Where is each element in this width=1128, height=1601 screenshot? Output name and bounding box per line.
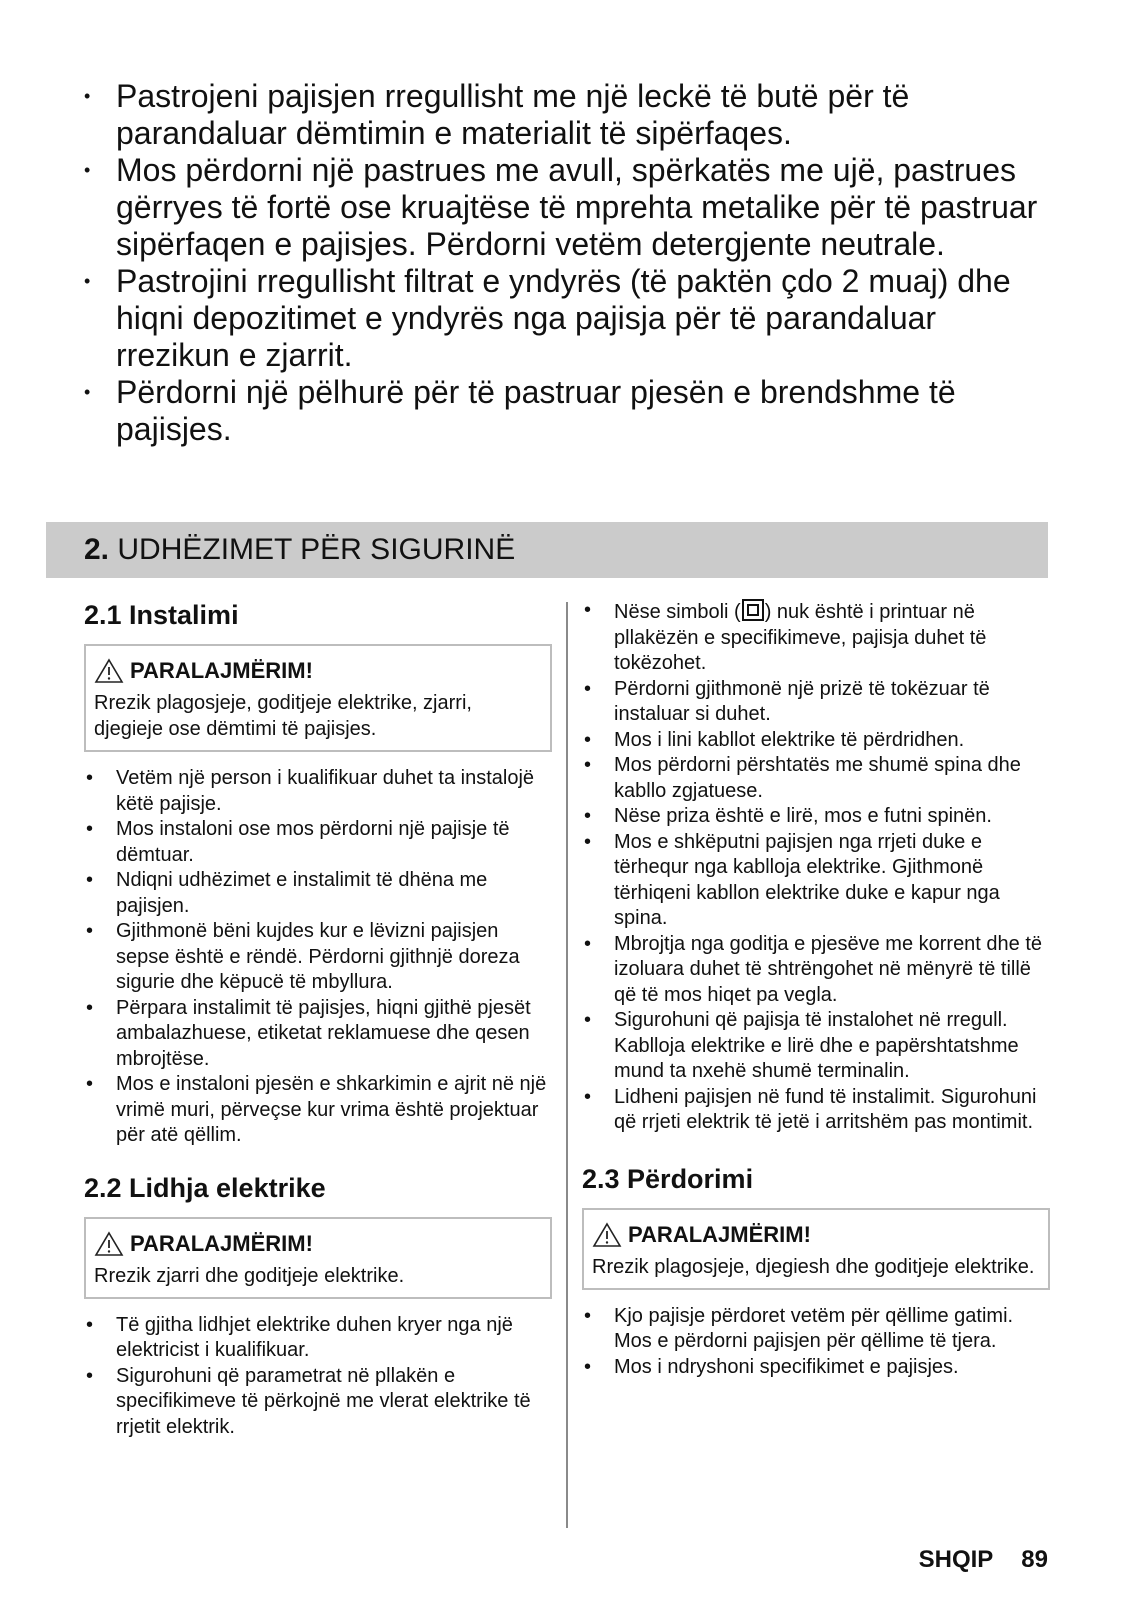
warning-title: PARALAJMËRIM!	[628, 1221, 811, 1247]
intro-bullet: • Pastrojini rregullisht filtrat e yndyrës (të paktën çdo 2 muaj) dhe hiqni depozitimet e yndyrës nga pajisja për të parandaluar rrezikun e zjarrit.	[82, 263, 1042, 374]
warning-title: PARALAJMËRIM!	[130, 658, 313, 683]
right-column	[582, 598, 1052, 1380]
list-item: • Përpara instalimit të pajisjes, hiqni gjithë pjesët ambalazhuese, etiketat reklamuese dhe qesen mbrojtëse.	[84, 996, 554, 1073]
section-title: UDHËZIMET PËR SIGURINË	[117, 533, 516, 566]
intro-bullet-list	[82, 78, 1042, 448]
section-heading-bar	[46, 522, 1048, 578]
section-number: 2.	[84, 533, 110, 566]
installation-warning-box	[84, 644, 552, 752]
list-item: • Gjithmonë bëni kujdes kur e lëvizni pajisjen sepse është e rëndë. Përdorni gjithnjë doreza sigurie dhe këpucë të mbyllura.	[84, 919, 554, 996]
warning-text: Rrezik plagosjeje, goditjeje elektrike, zjarri, djegieje ose dëmtimi të pajisjes.	[94, 692, 472, 740]
warning-triangle-icon	[94, 658, 124, 684]
symbol-item-text-before: Nëse simboli (	[614, 601, 741, 623]
electrical-list	[84, 1313, 554, 1441]
list-item: • Të gjitha lidhjet elektrike duhen kryer nga një elektricist i kualifikuar.	[84, 1313, 554, 1364]
left-column	[84, 598, 554, 1440]
list-item: • Mos e shkëputni pajisjen nga rrjeti duke e tërhequr nga kablloja elektrike. Gjithmonë tërhiqeni kabllon elektrike duke e kapur nga spina.	[582, 830, 1052, 932]
page-footer	[919, 1546, 1048, 1574]
warning-title-row	[94, 656, 542, 686]
list-item: • Mbrojtja nga goditja e pjesëve me korrent dhe të izoluara duhet të shtrëngohet në mënyrë të tillë që të mos hiqet pa vegla.	[582, 932, 1052, 1009]
usage-warning-box	[582, 1208, 1050, 1290]
warning-triangle-icon	[94, 1231, 124, 1257]
page-number: 89	[1021, 1546, 1048, 1573]
warning-triangle-icon	[592, 1222, 622, 1248]
footer-language: SHQIP	[918, 1546, 994, 1573]
intro-bullet: • Mos përdorni një pastrues me avull, spërkatës me ujë, pastrues gërryes të fortë ose kruajtëse të mprehta metalike për të pastruar sipërfaqen e pajisjes. Përdorni vetëm detergjente neutrale.	[82, 152, 1042, 263]
usage-heading: 2.3 Përdorimi	[582, 1163, 754, 1194]
list-item: • Mos e instaloni pjesën e shkarkimin e ajrit në një vrimë muri, përveçse kur vrima është projektuar për atë qëllim.	[84, 1072, 554, 1149]
list-item: • Lidheni pajisjen në fund të instalimit. Sigurohuni që rrjeti elektrik të jetë i arritshëm pas montimit.	[582, 1085, 1052, 1136]
warning-title-row	[592, 1220, 1040, 1250]
warning-text: Rrezik plagosjeje, djegiesh dhe goditjeje elektrike.	[592, 1255, 1035, 1278]
list-item	[582, 598, 1052, 677]
column-divider	[566, 602, 568, 1528]
warning-title: PARALAJMËRIM!	[130, 1230, 313, 1256]
list-item: • Mos i lini kabllot elektrike të përdridhen.	[582, 728, 1052, 754]
intro-bullet: • Pastrojeni pajisjen rregullisht me një leckë të butë për të parandaluar dëmtimin e materialit të sipërfaqes.	[82, 78, 1042, 152]
installation-list	[84, 766, 554, 1149]
list-item: • Nëse priza është e lirë, mos e futni spinën.	[582, 804, 1052, 830]
list-item: • Mos i ndryshoni specifikimet e pajisjes.	[582, 1355, 1052, 1381]
electrical-warning-box	[84, 1217, 552, 1299]
usage-list	[582, 1304, 1052, 1381]
warning-title-row	[94, 1229, 542, 1259]
list-item: • Kjo pajisje përdoret vetëm për qëllime gatimi. Mos e përdorni pajisjen për qëllime të tjera.	[582, 1304, 1052, 1355]
list-item: • Sigurohuni që parametrat në pllakën e specifikimeve të përkojnë me vlerat elektrike të rrjetit elektrik.	[84, 1364, 554, 1441]
list-item: • Vetëm një person i kualifikuar duhet ta instalojë këtë pajisje.	[84, 766, 554, 817]
warning-text: Rrezik zjarri dhe goditjeje elektrike.	[94, 1264, 405, 1287]
list-item: • Përdorni gjithmonë një prizë të tokëzuar të instaluar si duhet.	[582, 677, 1052, 728]
list-item: • Sigurohuni që pajisja të instalohet në rregull. Kablloja elektrike e lirë dhe e papërshtatshme mund ta nxehë shumë terminalin.	[582, 1008, 1052, 1085]
list-item: • Mos instaloni ose mos përdorni një pajisje të dëmtuar.	[84, 817, 554, 868]
intro-bullet: • Përdorni një pëlhurë për të pastruar pjesën e brendshme të pajisjes.	[82, 374, 1042, 448]
electrical-list-continued	[582, 598, 1052, 1136]
electrical-heading: 2.2 Lidhja elektrike	[84, 1172, 326, 1203]
installation-heading: 2.1 Instalimi	[84, 600, 239, 630]
list-item: • Ndiqni udhëzimet e instalimit të dhëna me pajisjen.	[84, 868, 554, 919]
symbol-item-text-after: ) nuk është i printuar në pllakëzën e specifikimeve, pajisja duhet të tokëzohet.	[614, 601, 987, 674]
double-insulation-symbol-icon	[741, 598, 765, 622]
list-item: • Mos përdorni përshtatës me shumë spina dhe kabllo zgjatuese.	[582, 753, 1052, 804]
